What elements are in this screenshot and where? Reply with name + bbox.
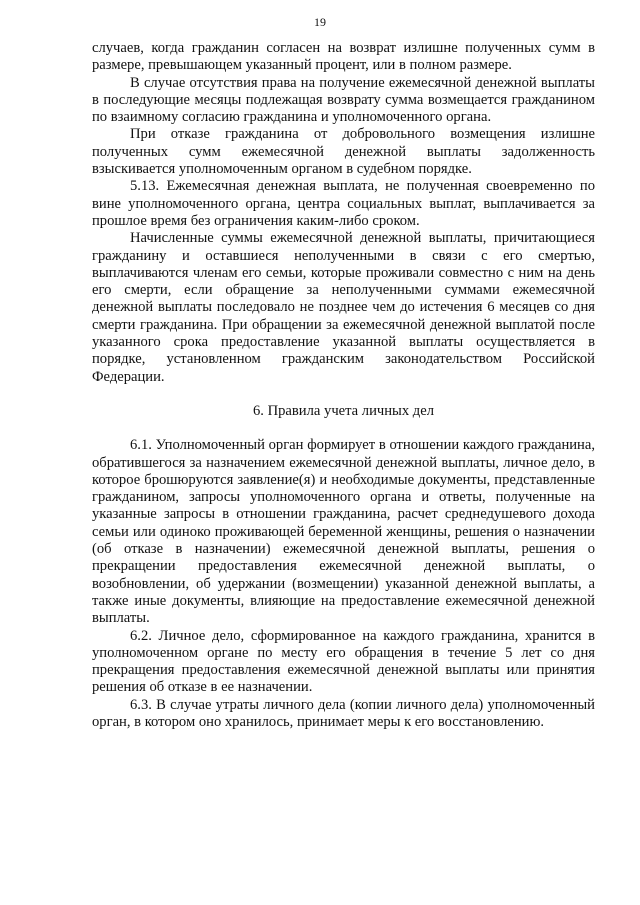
paragraph-6-1: 6.1. Уполномоченный орган формирует в отношении каждого гражданина, обратившегося за назначением ежемесячной денежной выплаты, личное дело, в которое брошюруются заявление(я) и необходимые документы, представленные гражданином, запросы уполномоченного органа и ответы, полученные на указанные запросы в отношении гражданина, расчет среднедушевого дохода семьи или одиноко проживающей беременной женщины, решения о назначении (об отказе в назначении) ежемесячной денежной выплаты, решения о прекращении предоставления ежемесячной денежной выплаты, о возобновлении, об удержании (возмещении) указанной денежной выплаты, а также иные документы, влияющие на предоставление ежемесячной денежной выплаты. bbox=[92, 437, 595, 627]
paragraph-refund-no-right: В случае отсутствия права на получение ежемесячной денежной выплаты в последующие месяцы подлежащая возврату сумма возмещается гражданином по взаимному согласию гражданина и уполномоченного органа. bbox=[92, 74, 595, 126]
paragraph-death-payments: Начисленные суммы ежемесячной денежной выплаты, причитающиеся гражданину и оставшиеся неполученными в связи с его смертью, выплачиваются членам его семьи, которые проживали совместно с ним на день его смерти, если обращение за неполученными суммами ежемесячной денежной выплаты последовало не позднее чем до истечения 6 месяцев со дня смерти гражданина. При обращении за ежемесячной денежной выплатой после указанного срока предоставление указанной выплаты осуществляется в порядке, установленном гражданским законодательством Российской Федерации. bbox=[92, 230, 595, 385]
document-body bbox=[92, 40, 595, 731]
paragraph-6-3: 6.3. В случае утраты личного дела (копии личного дела) уполномоченный орган, в котором оно хранилось, принимает меры к его восстановлению. bbox=[92, 696, 595, 730]
paragraph-5-13: 5.13. Ежемесячная денежная выплата, не полученная своевременно по вине уполномоченного органа, центра социальных выплат, выплачивается за прошлое время без ограничения каким-либо сроком. bbox=[92, 178, 595, 229]
paragraph-refusal-court: При отказе гражданина от добровольного возмещения излишне полученных сумм ежемесячной денежной выплаты задолженность взыскивается уполномоченным органом в судебном порядке. bbox=[92, 126, 595, 178]
section-heading: 6. Правила учета личных дел bbox=[253, 402, 434, 419]
paragraph-6-2: 6.2. Личное дело, сформированное на каждого гражданина, хранится в уполномоченном органе по месту его обращения в течение 5 лет со дня прекращения предоставления ежемесячной денежной выплаты или принятия решения об отказе в ее назначении. bbox=[92, 627, 595, 696]
page-number: 19 bbox=[314, 15, 326, 29]
paragraph-continuation: случаев, когда гражданин согласен на возврат излишне полученных сумм в размере, превышающем указанный процент, или в полном размере. bbox=[92, 40, 595, 74]
